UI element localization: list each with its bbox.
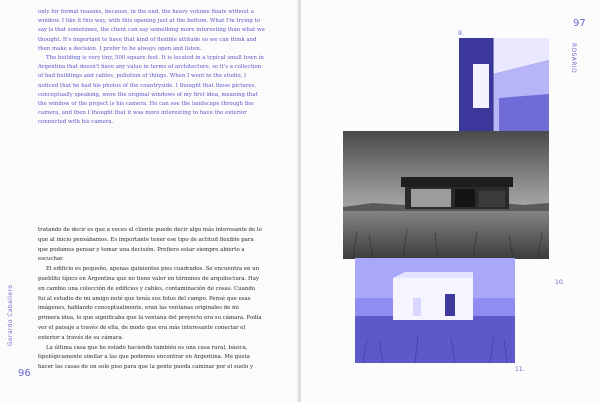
english-paragraph: only for formal reasons, because, in the end, the heavy volume floats without a window. I like it this way, with this opening just at the bottom. What I'm trying to say is that sometimes, the client can say something more interesting than what we thought. It's important to have that kind of flexible attitude so we can think and then make a decision. I prefer to be always open and listen.: [38, 9, 265, 52]
running-head-author: Gerardo Caballero: [8, 284, 14, 346]
spanish-text-block: [38, 226, 262, 373]
photo-interior-white-room: [459, 38, 549, 131]
spanish-paragraph: tratando de decir es que a veces el cliente puede decir algo más interesante de lo que al inicio pensábamos. Es importante tener ese tipo de actitud flexible para que podamos pensar y tomar una decisión. Prefiero estar siempre abierto a escuchar.: [38, 227, 262, 263]
left-page: [0, 0, 299, 402]
page-number-right: 97: [573, 18, 586, 29]
figure-label-9: 9.: [458, 30, 464, 37]
page-number-left: 96: [18, 368, 31, 379]
english-paragraph: The building is very tiny, 500 square feet. It is located in a typical small town in Argentina that doesn't have any value in terms of architecture, so it's a collection of bad buildings and cables, pollution of things. When I went to the studio, I noticed that he had his photos of the countryside. I thought that those pictures, conceptually speaking, were the original windows of my first idea, meaning that the window of the project is his camera. He can see the landscape through the camera, and then I thought that it was more interesting to have the exterior connected with his camera.: [38, 55, 264, 126]
photo-house-in-field: [343, 131, 549, 259]
figure-label-10: 10.: [555, 279, 565, 286]
running-head-city: ROSARIO: [570, 43, 576, 74]
spanish-paragraph: El edificio es pequeño, apenas quinientos pies cuadrados. Se encuentra en un pueblito típico en Argentina que no tiene valor en términos de arquitectura. Hay en cambio una colección de edificios y cables, contaminación de cosas. Cuando fui al estudio de mi amigo noté que tenía sus fotos del campo. Pensé que esas imágenes, hablando conceptualmente, eran las ventanas originales de mi primera idea, lo que significaba que la ventana del proyecto era su cámara. Podía ver el paisaje a través de ella, de modo que era más interesante conectar el exterior a través de su cámara.: [38, 266, 262, 341]
figure-label-11: 11.: [515, 366, 525, 373]
photo-white-volume-in-field: [355, 258, 515, 363]
spanish-paragraph: La última casa que he estado haciendo también es una casa rural, básica, tipológicamente similar a las que podemos encontrar en Argentina. Me gusta hacer las casas de un solo piso para que la gente pueda caminar por el suelo y: [38, 344, 254, 371]
english-text-block: [38, 8, 268, 128]
